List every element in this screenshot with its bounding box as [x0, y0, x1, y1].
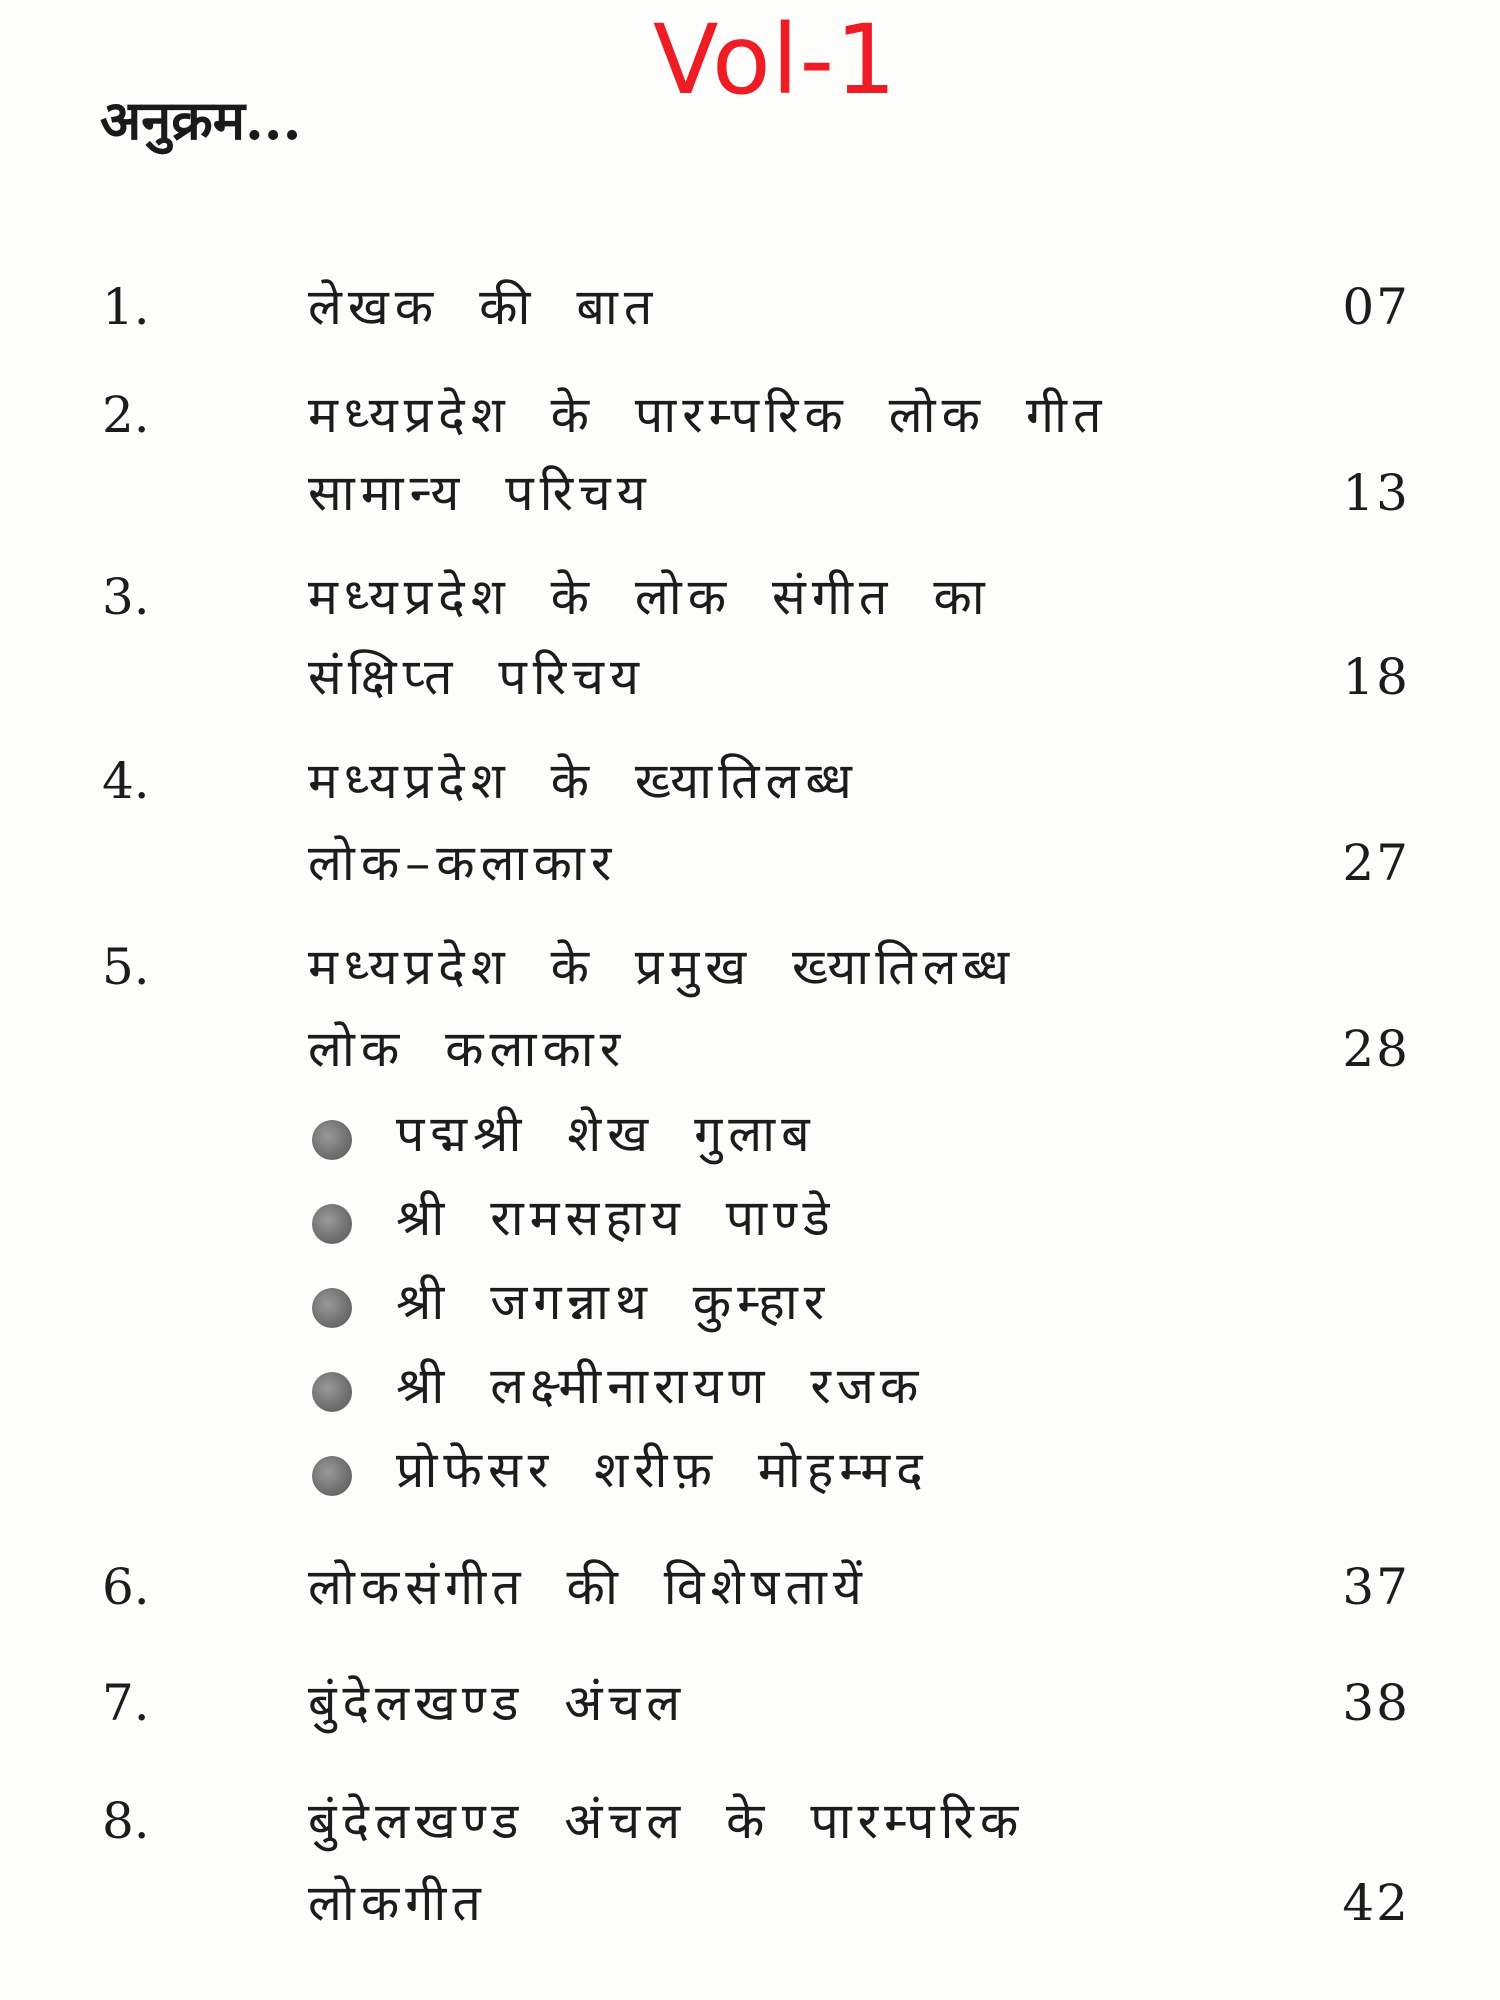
entry-title-continuation: लोकगीत [308, 1874, 487, 1932]
entry-title-continuation: लोक–कलाकार [308, 834, 618, 892]
bullet-dot-icon [312, 1204, 352, 1244]
list-item-text: श्री लक्ष्मीनारायण रजक [396, 1357, 925, 1415]
entry-title-continuation: संक्षिप्त परिचय [308, 648, 645, 706]
list-item-text: श्री जगन्नाथ कुम्हार [396, 1273, 831, 1331]
entry-number: 5. [102, 938, 150, 996]
entry-number: 1. [102, 278, 150, 336]
volume-label: Vol-1 [652, 4, 898, 116]
entry-title-continuation: लोक कलाकार [308, 1020, 627, 1078]
entry-number: 2. [102, 386, 150, 444]
entry-title: बुंदेलखण्ड अंचल के पारम्परिक [308, 1792, 1025, 1850]
entry-number: 4. [102, 752, 150, 810]
entry-page-number: 18 [1342, 648, 1410, 706]
bullet-dot-icon [312, 1288, 352, 1328]
entry-page-number: 37 [1342, 1558, 1410, 1616]
entry-number: 6. [102, 1558, 150, 1616]
list-item-text: पद्मश्री शेख गुलाब [396, 1105, 816, 1163]
bullet-dot-icon [312, 1120, 352, 1160]
entry-title: मध्यप्रदेश के लोक संगीत का [308, 568, 991, 626]
entry-title: मध्यप्रदेश के पारम्परिक लोक गीत [308, 386, 1108, 444]
toc-title: अनुक्रम... [100, 88, 302, 152]
entry-title: लेखक की बात [308, 278, 659, 336]
entry-title: मध्यप्रदेश के प्रमुख ख्यातिलब्ध [308, 938, 1016, 996]
entry-page-number: 38 [1342, 1674, 1410, 1732]
entry-page-number: 28 [1342, 1020, 1410, 1078]
entry-page-number: 13 [1342, 464, 1410, 522]
entry-title-continuation: सामान्य परिचय [308, 464, 652, 522]
entry-page-number: 07 [1342, 278, 1410, 336]
list-item-text: प्रोफेसर शरीफ़ मोहम्मद [396, 1441, 929, 1499]
entry-number: 8. [102, 1792, 150, 1850]
bullet-dot-icon [312, 1456, 352, 1496]
entry-page-number: 42 [1342, 1874, 1410, 1932]
list-item-text: श्री रामसहाय पाण्डे [396, 1189, 836, 1247]
entry-number: 3. [102, 568, 150, 626]
bullet-dot-icon [312, 1372, 352, 1412]
entry-title: लोकसंगीत की विशेषतायें [308, 1558, 868, 1616]
entry-page-number: 27 [1342, 834, 1410, 892]
entry-title: बुंदेलखण्ड अंचल [308, 1674, 687, 1732]
entry-number: 7. [102, 1674, 150, 1732]
entry-title: मध्यप्रदेश के ख्यातिलब्ध [308, 752, 858, 810]
